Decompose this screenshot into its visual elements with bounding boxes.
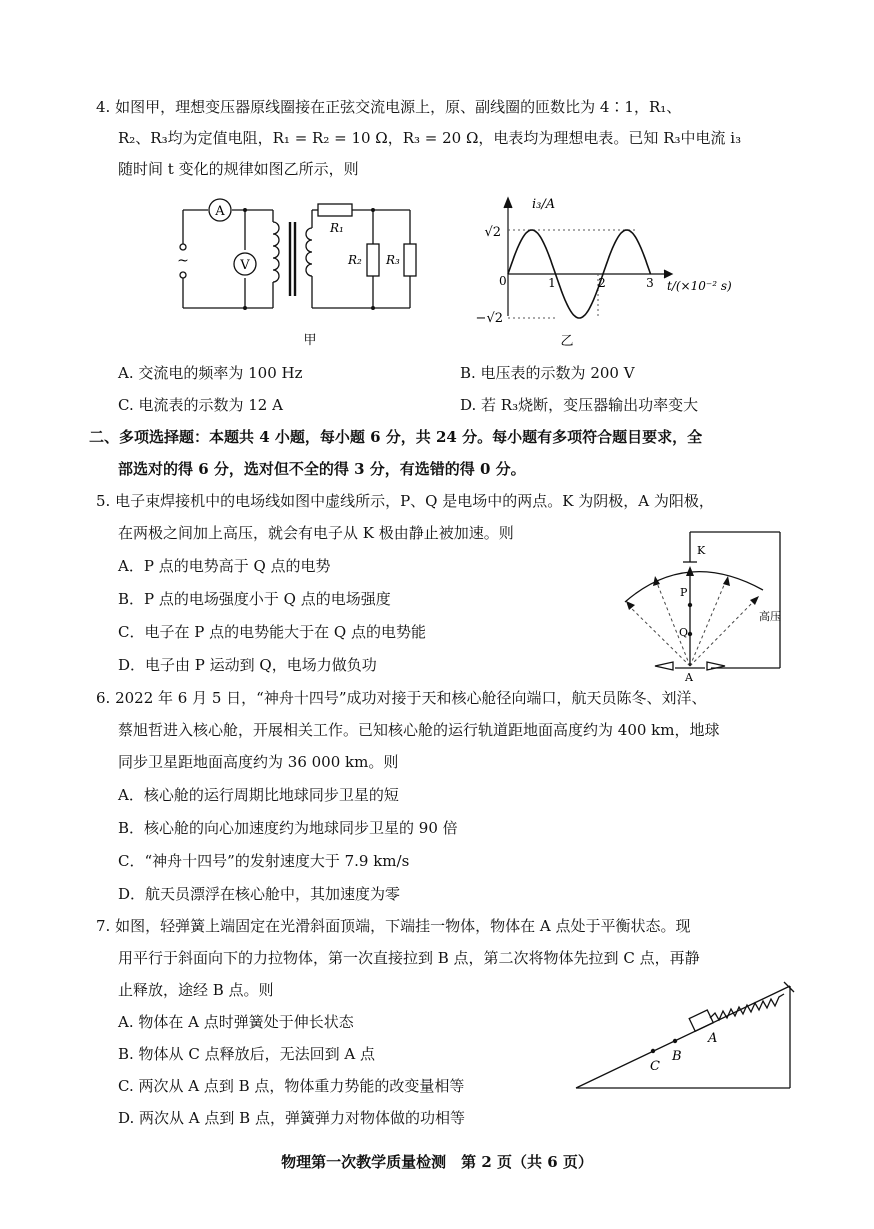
q7-option-c: C. 两次从 A 点到 B 点，物体重力势能的改变量相等: [118, 1077, 465, 1095]
figure-caption-yi: 乙: [560, 334, 574, 349]
q6-line-2: 蔡旭哲进入核心舱，开展相关工作。已知核心舱的运行轨道距地面高度约为 400 km，地球: [118, 721, 720, 739]
point-p-label: P: [680, 586, 688, 599]
x-tick-3: 3: [646, 276, 654, 290]
q7-line-3: 止释放，途经 B 点。则: [118, 981, 274, 999]
page-footer: 物理第一次教学质量检测 第 2 页（共 6 页）: [281, 1153, 593, 1171]
anode-label: A: [685, 671, 693, 682]
high-voltage-label: 高压: [759, 610, 781, 623]
circuit-diagram-jia: [170, 192, 430, 352]
field-line-diagram: [615, 530, 795, 682]
current-graph-yi: [470, 188, 740, 353]
incline-spring-diagram: [572, 980, 796, 1092]
q5-option-d: D．电子由 P 运动到 Q，电场力做负功: [118, 656, 377, 674]
cathode-label: K: [697, 544, 706, 557]
q5-line-2: 在两极之间加上高压，就会有电子从 K 极由静止被加速。则: [118, 524, 514, 542]
q7-line-2: 用平行于斜面向下的力拉物体，第一次直接拉到 B 点，第二次将物体先拉到 C 点，再静: [118, 949, 700, 967]
q4-line-3: 随时间 t 变化的规律如图乙所示，则: [118, 160, 359, 178]
y-tick-pos: √2: [484, 225, 501, 240]
q6-option-b: B．核心舱的向心加速度约为地球同步卫星的 90 倍: [118, 819, 458, 837]
q5-line-1: 5. 电子束焊接机中的电场线如图中虚线所示，P、Q 是电场中的两点。K 为阴极，A 为阳极，: [96, 492, 714, 510]
q4-option-d: D. 若 R₃烧断，变压器输出功率变大: [460, 396, 699, 414]
q5-option-a: A．P 点的电势高于 Q 点的电势: [118, 557, 331, 575]
q6-line-3: 同步卫星距地面高度约为 36 000 km。则: [118, 753, 399, 771]
q5-option-b: B．P 点的电场强度小于 Q 点的电场强度: [118, 590, 391, 608]
point-q-label: Q: [679, 626, 689, 639]
y-axis-label: i₃/A: [532, 197, 556, 212]
q4-line-1: 4. 如图甲，理想变压器原线圈接在正弦交流电源上，原、副线圈的匝数比为 4∶1，R₁、: [96, 98, 682, 116]
q6-option-d: D．航天员漂浮在核心舱中，其加速度为零: [118, 885, 401, 903]
q6-option-c: C．“神舟十四号”的发射速度大于 7.9 km/s: [118, 852, 410, 870]
point-c-dot: [651, 1049, 655, 1053]
point-a-label: A: [708, 1031, 718, 1046]
r1-label: R₁: [330, 221, 344, 235]
q7-line-1: 7. 如图，轻弹簧上端固定在光滑斜面顶端，下端挂一物体，物体在 A 点处于平衡状态。现: [96, 917, 691, 935]
figure-caption-jia: 甲: [303, 333, 317, 348]
section-2-header-line-2: 部选对的得 6 分，选对但不全的得 3 分，有选错的得 0 分。: [118, 460, 526, 478]
x-tick-2: 2: [598, 276, 606, 290]
point-b-dot: [673, 1039, 677, 1043]
point-c-label: C: [650, 1059, 660, 1074]
origin-label: 0: [499, 274, 507, 288]
x-axis-label: t/(×10⁻² s): [667, 279, 732, 293]
x-tick-1: 1: [548, 276, 556, 290]
q6-option-a: A．核心舱的运行周期比地球同步卫星的短: [118, 786, 399, 804]
q4-option-a: A. 交流电的频率为 100 Hz: [118, 364, 303, 382]
r2-label: R₂: [348, 253, 362, 267]
q6-line-1: 6. 2022 年 6 月 5 日，“神舟十四号”成功对接于天和核心舱径向端口，航天员陈冬、刘洋、: [96, 689, 707, 707]
q4-option-c: C. 电流表的示数为 12 A: [118, 396, 283, 414]
voltmeter-label: V: [240, 258, 250, 273]
q5-option-c: C．电子在 P 点的电势能大于在 Q 点的电势能: [118, 623, 426, 641]
q7-option-d: D. 两次从 A 点到 B 点，弹簧弹力对物体做的功相等: [118, 1109, 465, 1127]
ac-source-symbol: ~: [177, 253, 189, 269]
ammeter-label: A: [215, 204, 225, 219]
q4-line-2: R₂、R₃均为定值电阻，R₁ = R₂ = 10 Ω，R₃ = 20 Ω，电表均为理想电表。已知 R₃中电流 i₃: [118, 129, 742, 147]
q7-option-b: B. 物体从 C 点释放后，无法回到 A 点: [118, 1045, 375, 1063]
q4-option-b: B. 电压表的示数为 200 V: [460, 364, 635, 382]
point-b-label: B: [672, 1049, 682, 1064]
y-tick-neg: −√2: [475, 311, 503, 326]
section-2-header-line-1: 二、多项选择题：本题共 4 小题，每小题 6 分，共 24 分。每小题有多项符合题目要求，全: [89, 428, 703, 446]
r3-label: R₃: [386, 253, 400, 267]
q7-option-a: A. 物体在 A 点时弹簧处于伸长状态: [118, 1013, 354, 1031]
